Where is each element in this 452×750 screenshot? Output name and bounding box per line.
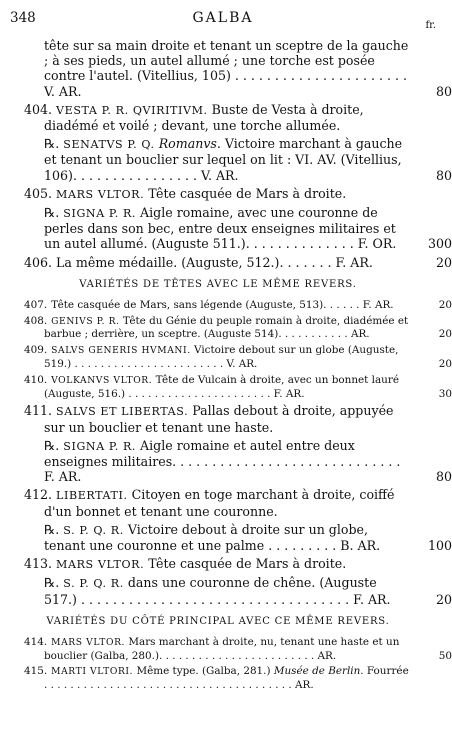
entry-text	[24, 487, 412, 518]
italic-text: Romanvs	[158, 136, 217, 152]
catalogue-entry	[24, 373, 452, 401]
description-text: Tête de Vulcain à droite, avec un bonnet lauré (Auguste, 516.) . . . . . . . . . . . . . . . . . . . . . . F. AR.	[44, 373, 399, 400]
price-value: 20	[435, 591, 452, 607]
running-title: GALBA	[192, 10, 254, 26]
description-text: Citoyen en toge marchant à droite, coiffé d'un bonnet et tenant une couronne.	[44, 487, 395, 519]
description-text: La même médaille. (Auguste, 512.). . . . . . . F. AR.	[56, 254, 373, 270]
description-text: tête sur sa main droite et tenant un sceptre de la gauche ; à ses pieds, un autel allumé ; une torche est posée contre l'autel. (Vitellius, 105) . . . . . . . . . . . . . . . . . . . . . . V. AR.	[44, 38, 409, 99]
catalogue-entry	[24, 254, 452, 270]
entry-text	[24, 556, 412, 572]
entry-text	[24, 403, 412, 434]
price-value: 20	[435, 254, 452, 270]
entry-text	[24, 299, 412, 312]
coin-legend: VESTA P. R. QVIRITIVM.	[56, 103, 208, 117]
price-value: 20	[438, 298, 452, 311]
catalogue-entry	[24, 521, 452, 554]
catalogue-entry	[24, 136, 452, 183]
price-value: 50	[438, 649, 452, 662]
entry-number: 410.	[24, 373, 48, 386]
description-text: Pallas debout à droite, appuyée sur un bouclier et tenant une haste.	[44, 403, 394, 435]
entry-text	[24, 522, 412, 553]
entry-number: 404.	[24, 101, 53, 117]
currency-unit-label: fr.	[425, 20, 436, 31]
price-value: 80	[435, 167, 452, 183]
description-text: Tête du Génie du peuple romain à droite, diadémée et barbue ; derrière, un sceptre. (Auguste 514). . . . . . . . . . . AR.	[44, 314, 409, 341]
entry-text	[24, 102, 412, 133]
catalogue-entry	[24, 205, 452, 252]
entry-text	[24, 374, 412, 401]
description-text: Buste de Vesta à droite, diadémé et voilé ; devant, une torche allumée.	[44, 101, 364, 134]
catalogue-body	[24, 38, 452, 695]
section-heading: VARIÉTÉS DU CÔTÉ PRINCIPAL AVEC CE MÊME REVERS.	[46, 615, 390, 627]
coin-legend: SALVS GENERIS HVMANI.	[51, 346, 191, 357]
catalogue-entry	[24, 344, 452, 371]
catalogue-entry	[24, 635, 452, 663]
catalogue-entry	[24, 487, 412, 518]
entry-number: 413.	[24, 556, 53, 572]
coin-legend: VOLKANVS VLTOR.	[51, 375, 153, 386]
catalogue-entry	[24, 102, 412, 133]
description-text: Tête casquée de Mars à droite.	[144, 556, 347, 572]
coin-legend: LIBERTATI.	[56, 489, 128, 503]
entry-text	[24, 38, 412, 99]
entry-number: 415.	[24, 665, 48, 678]
entry-number: 406.	[24, 254, 53, 270]
catalogue-entry	[24, 38, 452, 99]
coin-legend: SIGNA P. R.	[63, 207, 137, 221]
entry-number: 414.	[24, 635, 48, 648]
coin-legend: MARS VLTOR.	[51, 637, 126, 648]
coin-legend: SENATVS P. Q.	[63, 138, 155, 152]
catalogue-entry	[24, 556, 412, 572]
price-value: 80	[435, 83, 452, 99]
description-text: Tête casquée de Mars, sans légende (Auguste, 513). . . . . . F. AR.	[51, 298, 394, 311]
section-heading: VARIÉTÉS DE TÊTES AVEC LE MÊME REVERS.	[79, 278, 357, 290]
description-text: Aigle romaine et autel entre deux enseignes militaires. . . . . . . . . . . . . . . . . . . . . . . . . . . . . F. AR.	[44, 437, 401, 485]
entry-number: 409.	[24, 344, 48, 357]
catalogue-entry	[24, 298, 452, 312]
description-text: Même type. (Galba, 281.)	[133, 665, 274, 678]
reverse-mark: ℞.	[44, 575, 60, 591]
description-text: . Fourrée . . . . . . . . . . . . . . . . . . . . . . . . . . . . . . . . . . . . . . AR.	[44, 665, 409, 692]
coin-legend: MARS VLTOR.	[56, 187, 145, 201]
entry-number: 411.	[24, 403, 53, 419]
price-value: 20	[438, 328, 452, 341]
catalogue-entry	[24, 314, 452, 342]
entry-number: 407.	[24, 298, 48, 311]
reverse-mark: ℞.	[44, 205, 60, 221]
page-number: 348	[10, 10, 36, 26]
entry-number: 405.	[24, 185, 53, 201]
entry-text	[24, 255, 412, 270]
catalogue-entry	[24, 665, 412, 692]
page-header	[0, 10, 446, 30]
reverse-mark: ℞.	[44, 521, 60, 537]
coin-legend: GENIVS P. R.	[51, 316, 120, 327]
price-value: 300	[427, 236, 452, 252]
coin-legend: S. P. Q. R.	[63, 577, 124, 591]
entry-number: 408.	[24, 314, 48, 327]
coin-legend: S. P. Q. R.	[63, 523, 124, 537]
coin-legend: MARTI VLTORI.	[51, 667, 134, 678]
description-text: Mars marchant à droite, nu, tenant une haste et un bouclier (Galba, 280.). . . . . . . . . . . . . . . . . . . . . . . . AR.	[44, 635, 400, 662]
entry-number: 412.	[24, 487, 53, 503]
italic-text: Musée de Berlin	[273, 665, 361, 678]
catalogue-entry	[24, 437, 452, 485]
entry-text	[24, 315, 412, 342]
description-text: Aigle romaine, avec une couronne de perles dans son bec, entre deux enseignes militaires et un autel allumé. (Auguste 511.). . . . . . . . . . . . . . F. OR.	[44, 205, 397, 252]
price-value: 30	[438, 387, 452, 400]
entry-text	[24, 665, 412, 692]
catalogue-entry	[24, 575, 452, 607]
price-value: 80	[435, 469, 452, 485]
entry-text	[24, 636, 412, 663]
entry-text	[24, 438, 412, 485]
catalogue-entry	[24, 186, 412, 202]
entry-text	[24, 186, 412, 202]
description-text: Victoire debout à droite sur un globe, tenant une couronne et une palme . . . . . . . . . B. AR.	[44, 521, 381, 554]
reverse-mark: ℞.	[44, 437, 60, 453]
price-value: 20	[438, 358, 452, 371]
description-text: Victoire debout sur un globe (Auguste, 519.) . . . . . . . . . . . . . . . . . . . . . . . V. AR.	[44, 344, 399, 371]
coin-legend: SALVS ET LIBERTAS.	[56, 405, 189, 419]
description-text: . Victoire marchant à gauche et tenant un bouclier sur lequel on lit : VI. AV. (Vitellius, 106). . . . . . . . . . . . . . . . V. AR.	[44, 136, 403, 183]
description-text: Tête casquée de Mars à droite.	[144, 185, 347, 201]
catalogue-entry	[24, 403, 412, 434]
description-text: dans une couronne de chêne. (Auguste 517.) . . . . . . . . . . . . . . . . . . . . . . . . . . . . . . . . . . F. AR.	[44, 575, 391, 607]
reverse-mark: ℞.	[44, 136, 60, 152]
entry-text	[24, 344, 412, 371]
price-value: 100	[427, 538, 452, 554]
entry-text	[24, 136, 412, 183]
entry-text	[24, 575, 412, 606]
entry-text	[24, 205, 412, 252]
coin-legend: MARS VLTOR.	[56, 558, 145, 572]
coin-legend: SIGNA P. R.	[63, 439, 137, 453]
